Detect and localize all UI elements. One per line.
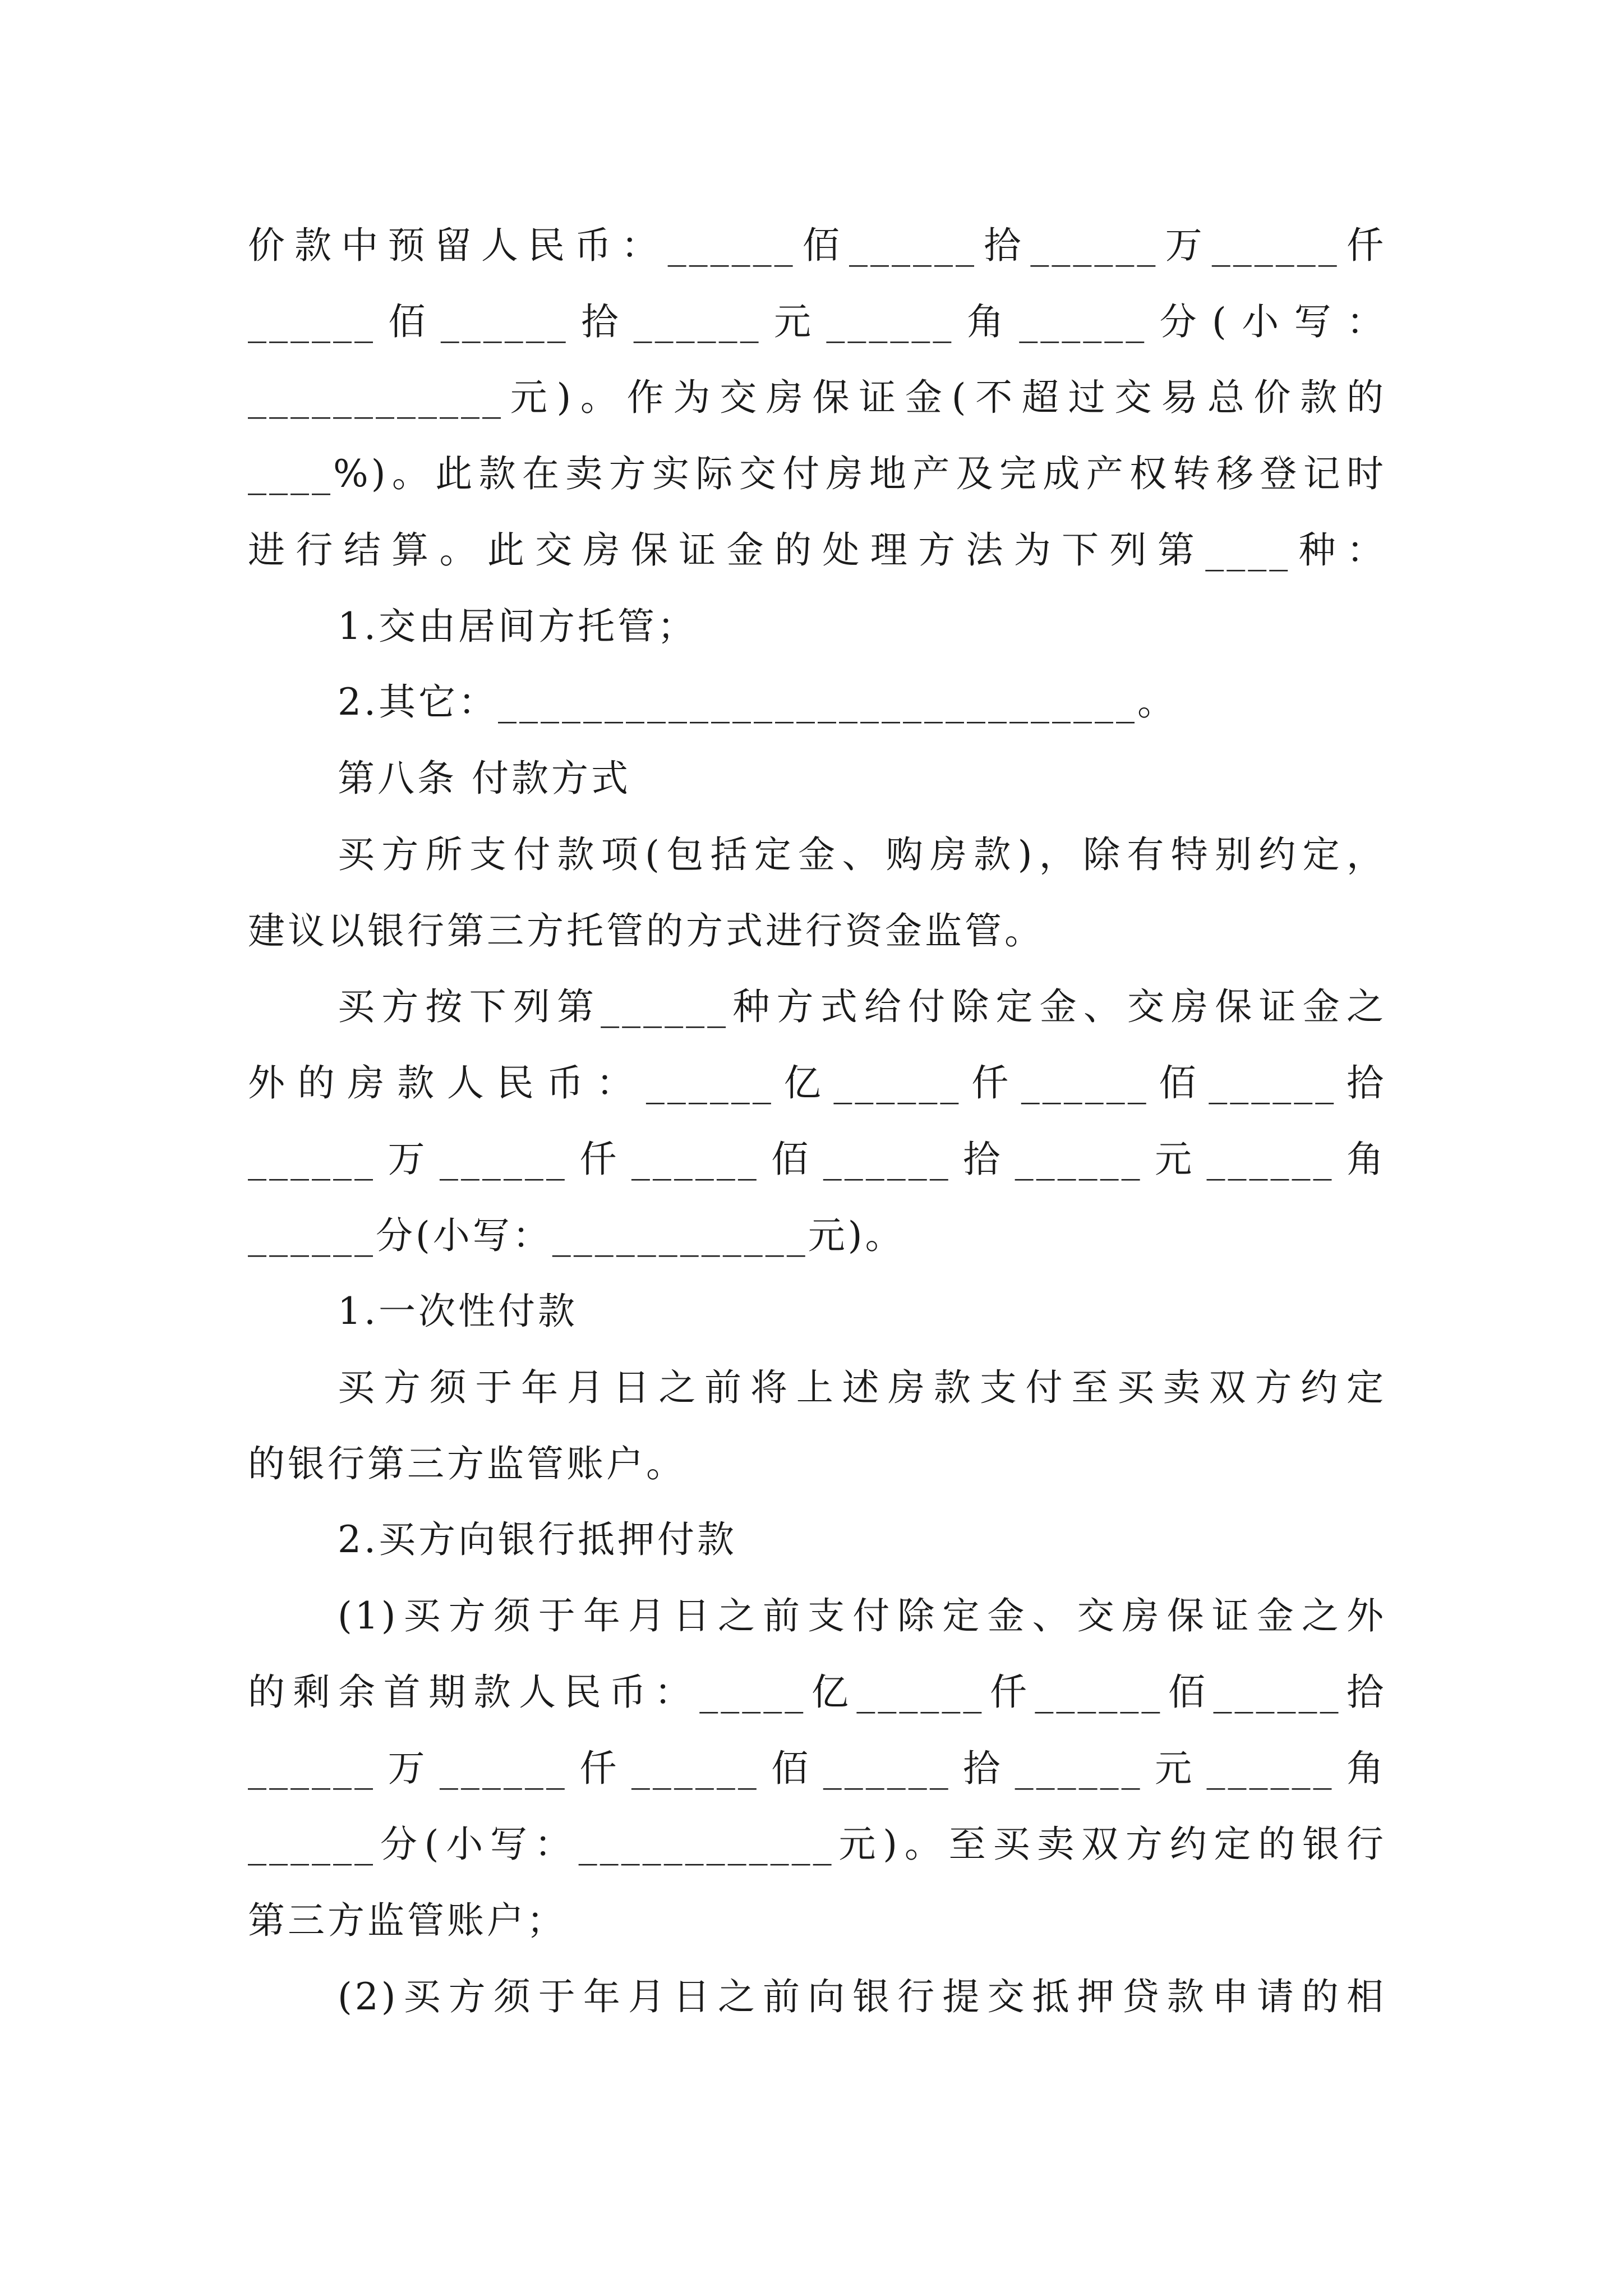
text-line: ______佰______拾______元______角______分(小写： <box>248 300 1386 343</box>
text-line: ____________元)。作为交房保证金(不超过交易总价款的 <box>248 376 1386 419</box>
text-line: 1.交由居间方托管； <box>338 605 697 648</box>
text-line: ____%)。此款在卖方实际交付房地产及完成产权转移登记时 <box>248 452 1386 495</box>
section-heading: 第八条 付款方式 <box>338 757 631 800</box>
text-line: 进行结算。此交房保证金的处理方法为下列第____种： <box>248 528 1386 572</box>
text-line: 的剩余首期款人民币：_____亿______仟______佰______拾 <box>248 1671 1386 1714</box>
text-line: 价款中预留人民币：______佰______拾______万______仟 <box>248 224 1386 267</box>
text-line: (1)买方须于年月日之前支付除定金、交房保证金之外 <box>338 1594 1386 1637</box>
text-line: 1.一次性付款 <box>338 1290 578 1333</box>
text-line: 2.其它：______________________________。 <box>338 680 1177 724</box>
text-line: 建议以银行第三方托管的方式进行资金监管。 <box>248 909 1044 953</box>
text-line: ______分(小写：____________元)。 <box>248 1214 905 1257</box>
text-line: (2)买方须于年月日之前向银行提交抵押贷款申请的相 <box>338 1975 1386 2018</box>
text-line: ______万______仟______佰______拾______元______角 <box>248 1138 1386 1181</box>
text-line: 2.买方向银行抵押付款 <box>338 1518 737 1561</box>
text-line: 的银行第三方监管账户。 <box>248 1442 686 1485</box>
text-line: ______万______仟______佰______拾______元______角 <box>248 1747 1386 1790</box>
text-line: ______分(小写：____________元)。至买卖双方约定的银行 <box>248 1823 1386 1866</box>
text-line: 外的房款人民币：______亿______仟______佰______拾 <box>248 1061 1386 1105</box>
text-line: 买方须于年月日之前将上述房款支付至买卖双方约定 <box>338 1366 1386 1409</box>
text-line: 买方按下列第______种方式给付除定金、交房保证金之 <box>338 985 1386 1028</box>
text-line: 第三方监管账户； <box>248 1899 566 1942</box>
text-line: 买方所支付款项(包括定金、购房款)，除有特别约定， <box>338 833 1386 876</box>
